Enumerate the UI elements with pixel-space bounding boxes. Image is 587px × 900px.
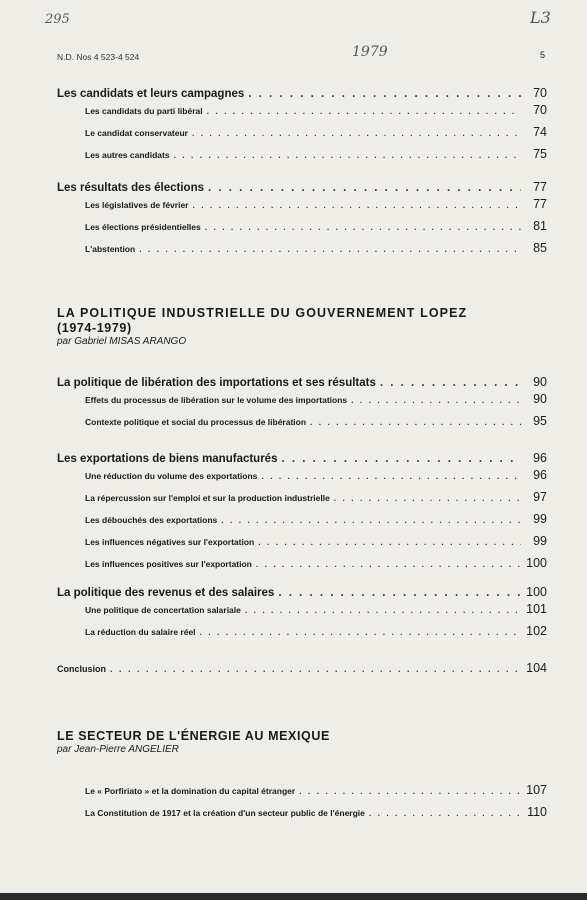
toc-entry-page: 96 xyxy=(533,468,547,482)
scan-bottom-edge xyxy=(0,893,587,900)
toc-leader-dots xyxy=(192,128,521,138)
toc-entry xyxy=(85,534,547,548)
toc-entry xyxy=(85,241,547,255)
toc-group-resultats xyxy=(57,180,547,263)
toc-entry-page: 95 xyxy=(533,414,547,428)
toc-entry xyxy=(85,602,547,616)
toc-entry xyxy=(85,783,547,797)
toc-group-exportations xyxy=(57,451,547,578)
toc-entry-label: Une réduction du volume des exportations xyxy=(85,471,258,481)
toc-entry-label: Les élections présidentielles xyxy=(85,222,201,232)
toc-leader-dots xyxy=(334,493,521,503)
toc-entry-page: 70 xyxy=(533,86,547,100)
toc-entry-label: La répercussion sur l'emploi et sur la production industrielle xyxy=(85,493,330,503)
toc-entry xyxy=(85,556,547,570)
toc-entry-label: Les influences négatives sur l'exportation xyxy=(85,537,255,547)
toc-leader-dots xyxy=(207,106,521,116)
toc-entry xyxy=(85,219,547,233)
toc-entry-page: 74 xyxy=(533,125,547,139)
toc-entry-page: 77 xyxy=(533,197,547,211)
toc-entry xyxy=(57,180,547,194)
toc-leader-dots xyxy=(299,786,521,796)
toc-leader-dots xyxy=(139,244,521,254)
toc-entry-page: 102 xyxy=(526,624,547,638)
toc-leader-dots xyxy=(261,471,521,481)
toc-entry-label: Effets du processus de libération sur le volume des importations xyxy=(85,395,348,405)
toc-entry-page: 77 xyxy=(533,180,547,194)
toc-entry-label: Les résultats des élections xyxy=(57,182,205,194)
toc-entry xyxy=(85,512,547,526)
document-reference: N.D. Nos 4 523-4 524 xyxy=(57,52,140,62)
toc-leader-dots xyxy=(192,200,521,210)
toc-entry-label: Les législatives de février xyxy=(85,200,189,210)
toc-entry xyxy=(85,468,547,482)
toc-entry xyxy=(85,392,547,406)
toc-entry-page: 107 xyxy=(526,783,547,797)
toc-entry xyxy=(85,805,547,819)
toc-entry xyxy=(57,661,547,675)
toc-entry-label: La Constitution de 1917 et la création d'un secteur public de l'énergie xyxy=(85,808,365,818)
toc-entry xyxy=(85,147,547,161)
toc-entry-page: 100 xyxy=(526,556,547,570)
toc-leader-dots xyxy=(174,150,521,160)
toc-entry-label: Contexte politique et social du processus de libération xyxy=(85,417,307,427)
toc-entry-page: 90 xyxy=(533,392,547,406)
article-title: LE SECTEUR DE L'ÉNERGIE AU MEXIQUE xyxy=(57,729,330,743)
toc-entry-page: 70 xyxy=(533,103,547,117)
toc-entry-label: Les autres candidats xyxy=(85,150,170,160)
article-author: par Jean-Pierre ANGELIER xyxy=(57,744,179,755)
toc-entry-label: Les débouchés des exportations xyxy=(85,515,218,525)
toc-leader-dots xyxy=(245,605,521,615)
toc-entry-page: 96 xyxy=(533,451,547,465)
toc-entry-page: 100 xyxy=(526,585,547,599)
article-author: par Gabriel MISAS ARANGO xyxy=(57,336,187,347)
toc-entry xyxy=(57,86,547,100)
toc-leader-dots xyxy=(205,222,521,232)
toc-conclusion xyxy=(57,661,547,675)
toc-entry-label: Conclusion xyxy=(57,664,106,674)
article-heading-energie xyxy=(57,729,547,755)
page-number: 5 xyxy=(539,50,545,60)
toc-leader-dots xyxy=(369,808,521,818)
toc-entry-page: 85 xyxy=(533,241,547,255)
toc-entry-page: 99 xyxy=(533,534,547,548)
handwritten-note-top-right: L3 xyxy=(530,8,551,27)
toc-entry-page: 75 xyxy=(533,147,547,161)
toc-entry-label: La réduction du salaire réel xyxy=(85,627,196,637)
toc-entry-label: Les candidats et leurs campagnes xyxy=(57,88,245,100)
toc-entry-page: 81 xyxy=(533,219,547,233)
toc-leader-dots xyxy=(248,88,521,100)
toc-leader-dots xyxy=(208,182,521,194)
toc-leader-dots xyxy=(258,537,521,547)
toc-leader-dots xyxy=(200,627,521,637)
toc-entry-label: La politique des revenus et des salaires xyxy=(57,587,275,599)
toc-entry xyxy=(57,585,547,599)
toc-leader-dots xyxy=(278,587,521,599)
toc-entry xyxy=(57,451,547,465)
handwritten-year: 1979 xyxy=(352,44,388,60)
toc-entry-label: Les exportations de biens manufacturés xyxy=(57,453,278,465)
article-heading-politique-industrielle xyxy=(57,306,547,347)
toc-leader-dots xyxy=(256,559,521,569)
toc-entry-label: Le candidat conservateur xyxy=(85,128,188,138)
toc-leader-dots xyxy=(221,515,521,525)
toc-entry-label: Les candidats du parti libéral xyxy=(85,106,203,116)
toc-entry-page: 90 xyxy=(533,375,547,389)
toc-entry-label: Le « Porfiriato » et la domination du capital étranger xyxy=(85,786,296,796)
toc-entry-page: 104 xyxy=(526,661,547,675)
toc-entry-label: Une politique de concertation salariale xyxy=(85,605,241,615)
toc-entry xyxy=(85,490,547,504)
toc-group-energie xyxy=(57,783,547,827)
article-title-years: (1974-1979) xyxy=(57,321,132,335)
toc-entry xyxy=(85,103,547,117)
toc-entry xyxy=(85,125,547,139)
toc-leader-dots xyxy=(351,395,521,405)
toc-leader-dots xyxy=(110,664,521,674)
toc-leader-dots xyxy=(380,377,521,389)
toc-entry-label: Les influences positives sur l'exportation xyxy=(85,559,252,569)
toc-entry xyxy=(57,375,547,389)
toc-entry-page: 99 xyxy=(533,512,547,526)
article-title: LA POLITIQUE INDUSTRIELLE DU GOUVERNEMENT LOPEZ xyxy=(57,306,468,320)
toc-entry-page: 97 xyxy=(533,490,547,504)
toc-leader-dots xyxy=(310,417,521,427)
toc-entry-label: L'abstention xyxy=(85,244,136,254)
toc-leader-dots xyxy=(281,453,521,465)
toc-entry xyxy=(85,624,547,638)
toc-group-importations xyxy=(57,375,547,436)
toc-entry-label: La politique de libération des importations et ses résultats xyxy=(57,377,376,389)
toc-group-revenus xyxy=(57,585,547,646)
handwritten-note-top-left: 295 xyxy=(45,12,70,27)
toc-group-candidats xyxy=(57,86,547,169)
toc-entry xyxy=(85,197,547,211)
toc-entry-page: 101 xyxy=(526,602,547,616)
toc-entry xyxy=(85,414,547,428)
toc-entry-page: 110 xyxy=(527,805,547,819)
